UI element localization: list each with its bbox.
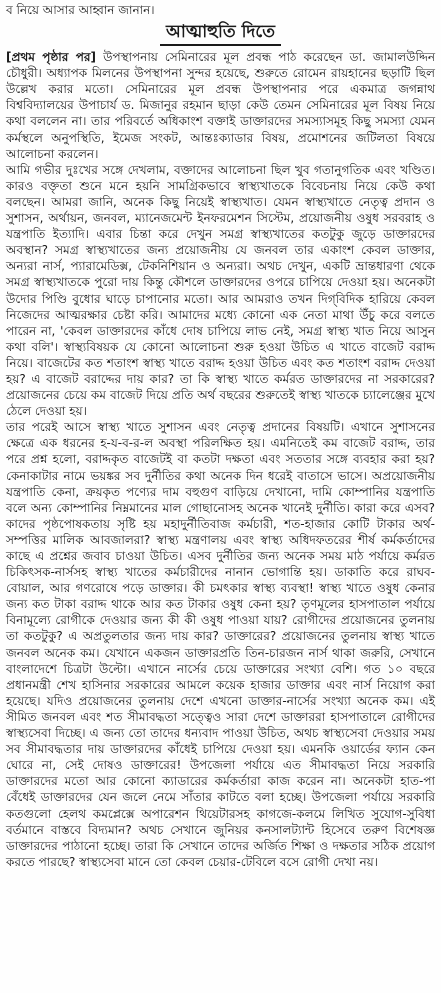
intro-line: ব নিয়ে আসার আহ্বান জানান। (6, 3, 155, 17)
headline-text: আত্মাহুতি দিতে (160, 21, 281, 46)
page-reference: [প্রথম পৃষ্ঠার পর] (6, 50, 97, 65)
article-paragraph-1 (6, 49, 435, 162)
article-headline (6, 21, 435, 46)
article-paragraph-2: আমি গভীর দুঃখের সঙ্গে দেখলাম, বক্তাদের আলোচনা ছিল খুব গতানুগতিক এবং খণ্ডিত। কারও বক্তৃতা শুনে মনে হয়নি সামগ্রিকভাবে স্বাস্থ্যখাতকে বিবেচনায় নিয়ে কেউ কথা বলছেন। আমরা জানি, অনেক কিছু নিয়েই স্বাস্থ্যখাত। যেমন স্বাস্থ্যখাতে নেতৃত্ব প্রদান ও সুশাসন, অর্থায়ন, জনবল, ম্যানেজমেন্ট ইনফরমেশন সিস্টেম, প্রয়োজনীয় ওষুধ সরবরাহ ও যন্ত্রপাতি ইত্যাদি। এবার চিন্তা করে দেখুন সমগ্র স্বাস্থ্যখাতের কতটুকু জুড়ে ডাক্তারদের অবস্থান? সমগ্র স্বাস্থ্যখাতের জন্য প্রয়োজনীয় যে জনবল তার একাংশ কেবল ডাক্তার, অন্যরা নার্স, প্যারামেডিক্স, টেকনিশিয়ান ও অন্যরা। অথচ দেখুন, একটি ভ্রান্তধারণা থেকে সমগ্র স্বাস্থ্যখাতকে পুরো দায় কিন্তু কৌশলে ডাক্তারদের ওপরে চাপিয়ে দেওয়া হয়। অনেকটা উদোর পিণ্ডি বুধোর ঘাড়ে চাপানোর মতো। আর আমরাও তখন দিগ্‌বিদিক হারিয়ে কেবল নিজেদের আত্মরক্ষার চেষ্টা করি। আমাদের মধ্যে কোনো এক নেতা মাথা উঁচু করে বলতে পারেন না, 'কেবল ডাক্তারদের কাঁধে দোষ চাপিয়ে লাভ নেই, সমগ্র স্বাস্থ্য খাত নিয়ে আসুন কথা বলি'। স্বাস্থ্যবিষয়ক যে কোনো আলোচনা শুরু হওয়া উচিত এ খাতে বাজেট বরাদ্দ নিয়ে। বাজেটের কত শতাংশ স্বাস্থ্য খাতে বরাদ্দ হওয়া উচিত এবং কত শতাংশ বরাদ্দ দেওয়া হয়? এ বাজেট বরাদ্দের দায় কার? তা কি স্বাস্থ্য খাতে কর্মরত ডাক্তারদের না সরকারের? প্রয়োজনের চেয়ে কম বাজেট দিয়ে প্রতি অর্থ বছরের শুরুতেই স্বাস্থ্য খাতকে চ্যালেঞ্জের মুখে ঠেলে দেওয়া হয়। (6, 162, 435, 419)
paragraph-text-1: উপস্থাপনায় সেমিনারের মূল প্রবন্ধ পাঠ করেছেন ডা. জামালউদ্দিন চৌধুরী। অধ্যাপক মিলনের উপস্থাপনা সুন্দর হয়েছে, শুরুতে রোমেন রায়হানের ছড়াটি ছিল উল্লেখ করার মতো। সেমিনারের মূল প্রবন্ধ উপস্থাপনার পরে একমাত্র জগন্নাথ বিশ্ববিদ্যালয়ের উপাচার্য ড. মিজানুর রহমান ছাড়া কেউ তেমন সেমিনারের মূল বিষয় নিয়ে কথা বললেন না। তার পরিবর্তে অধিকাংশ বক্তাই ডাক্তারদের সমস্যাসমূহ কিছু সমস্যা যেমন কর্মস্থলে অনুপস্থিতি, ইমেজ সংকট, আন্তঃক্যাডার বিষয়, প্রমোশনের জটিলতা বিষয়ে আলোচনা করলেন। (6, 50, 435, 161)
article-paragraph-3: তার পরেই আসে স্বাস্থ্য খাতে সুশাসন এবং নেতৃত্ব প্রদানের বিষয়টি। এখানে সুশাসনের ক্ষেত্রে এক ধরনের হ-য-ব-র-ল অবস্থা পরিলক্ষিত হয়। এমনিতেই কম বাজেট বরাদ্দ, তার পরে প্রশ্ন হলো, বরাদ্দকৃত বাজেটই বা কতটা দক্ষতা এবং সততার সঙ্গে ব্যবহার করা হয়? কেনাকাটার নামে ভয়ঙ্কর সব দুর্নীতির কথা অনেক দিন ধরেই বাতাসে ভাসে। অপ্রয়োজনীয় যন্ত্রপাতি কেনা, ক্রয়কৃত পণ্যের দাম বহুগুণ বাড়িয়ে দেখানো, দামি কোম্পানির যন্ত্রপাতি বলে অন্য কোম্পানির নিম্নমানের মাল গোছানোসহ অনেক খানেই দুর্নীতি। কারা করে এসব? কাদের পৃষ্ঠপোষকতায় সৃষ্টি হয় মহাদুর্নীতিবাজ কর্মচারী, শত-হাজার কোটি টাকার অর্থ-সম্পত্তির মালিক আবজালরা? স্বাস্থ্য মন্ত্রণালয় এবং স্বাস্থ্য অধিদফতরের শীর্ষ কর্মকর্তাদের কাছে এ প্রশ্নের জবাব চাওয়া উচিত। এসব দুর্নীতির জন্য অনেক সময় মাঠ পর্যায়ে কর্মরত চিকিৎসক-নার্সসহ স্বাস্থ্য খাতের কর্মচারীদের নানান ভোগান্তি হয়। ডাকাতি করে রাঘব-বোয়াল, আর গণরোষে পড়ে ডাক্তার। কী চমৎকার স্বাস্থ্য ব্যবস্থা! স্বাস্থ্য খাতে ওষুধ কেনার জন্য কত টাকা বরাদ্দ থাকে আর কত টাকার ওষুধ কেনা হয়? তৃণমূলের হাসপাতাল পর্যায়ে বিনামূল্যে রোগীকে দেওয়ার জন্য কী কী ওষুধ পাওয়া যায়? রোগীদের প্রয়োজনের তুলনায় তা কতটুকু? এ অপ্রতুলতার জন্য দায় কার? ডাক্তারের? প্রয়োজনের তুলনায় স্বাস্থ্য খাতে জনবল অনেক কম। যেখানে একজন ডাক্তারপ্রতি তিন-চারজন নার্স থাকা জরুরি, সেখানে বাংলাদেশে চিত্রটা উল্টো। এখানে নার্সের চেয়ে ডাক্তারের সংখ্যা বেশি। গত ১০ বছরে প্রধানমন্ত্রী শেখ হাসিনার সরকারের আমলে কয়েক হাজার ডাক্তার এবং নার্স নিয়োগ করা হয়েছে। যদিও প্রয়োজনের তুলনায় দেশে এখনো ডাক্তার-নার্সের সংখ্যা অনেক কম। এই সীমিত জনবল এবং শত সীমাবদ্ধতা সত্ত্বেও সারা দেশে ডাক্তাররা হাসপাতালে রোগীদের স্বাস্থ্যসেবা দিচ্ছে। এ জন্য তো তাদের ধন্যবাদ পাওয়া উচিত, অথচ স্বাস্থ্যসেবা দেওয়ার সময় সব সীমাবদ্ধতার দায় ডাক্তারদের কাঁধেই চাপিয়ে দেওয়া হয়। এমনকি ওয়ার্ডের ফ্যান কেন ঘোরে না, সেই দোষও ডাক্তারের! উপজেলা পর্যায়ে এত সীমাবদ্ধতা নিয়ে সরকারি ডাক্তারদের মতো আর কোনো ক্যাডারের কর্মকর্তারা কাজ করেন না। অনেকটা হাত-পা বেঁধেই ডাক্তারদের যেন জলে নেমে সাঁতার কাটতে বলা হচ্ছে। উপজেলা পর্যায়ে সরকারি কতগুলো হেলথ কমপ্লেক্সে অপারেশন থিয়েটারসহ কাগজে-কলমে লিখিত সুযোগ-সুবিধা বর্তমানে বাস্তবে বিদ্যমান? অথচ সেখানে জুনিয়র কনসালট্যান্ট হিসেবে তরুণ বিশেষজ্ঞ ডাক্তারদের পাঠানো হচ্ছে। তারা কি সেখানে তাদের অর্জিত শিক্ষা ও দক্ষতার সঠিক প্রয়োগ করতে পারছে? স্বাস্থ্যসেবা মানে তো কেবল চেয়ার-টেবিলে বসে রোগী দেখা নয়। (6, 420, 435, 869)
